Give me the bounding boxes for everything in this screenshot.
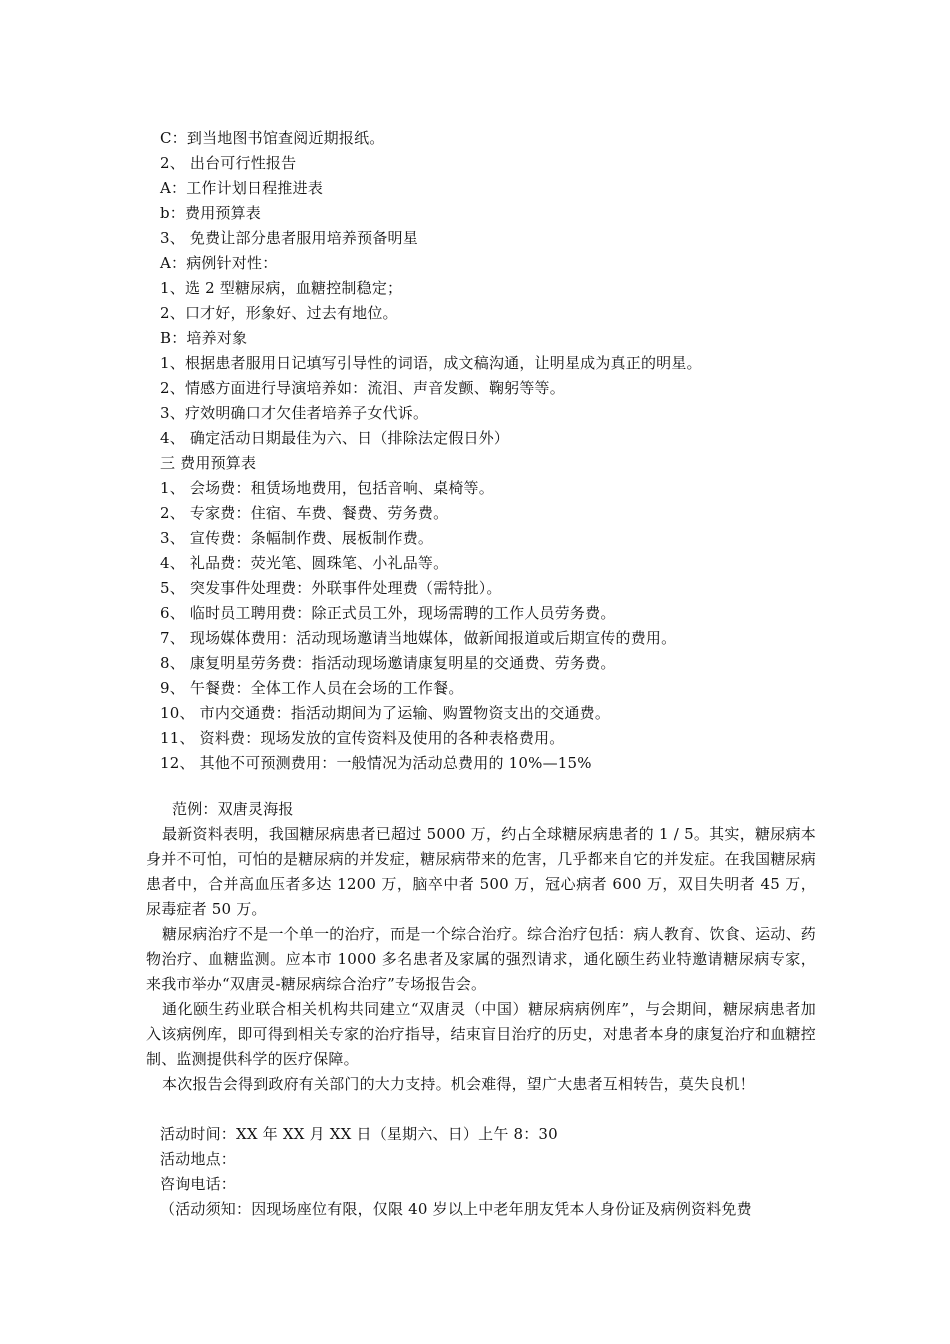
example-title: 范例：双唐灵海报 xyxy=(172,800,294,818)
outline-line: B：培养对象 xyxy=(160,329,248,347)
event-phone: 咨询电话： xyxy=(160,1175,237,1193)
budget-item: 6、 临时员工聘用费：除正式员工外，现场需聘的工作人员劳务费。 xyxy=(160,604,616,622)
outline-line: 2、 出台可行性报告 xyxy=(160,154,297,172)
outline-line: 2、口才好，形象好、过去有地位。 xyxy=(160,304,398,322)
body-paragraph: 通化颐生药业联合相关机构共同建立“双唐灵（中国）糖尿病病例库”，与会期间，糖尿病患者加入该病例库，即可得到相关专家的治疗指导，结束盲目治疗的历史，对患者本身的康复治疗和血糖控制、监测提供科学的医疗保障。 xyxy=(146,1000,816,1068)
body-paragraph: 最新资料表明，我国糖尿病患者已超过 5000 万，约占全球糖尿病患者的 1 / 5。其实，糖尿病本身并不可怕，可怕的是糖尿病的并发症，糖尿病带来的危害，几乎都来自它的并发症。在我国糖尿病患者中，合并高血压者多达 1200 万，脑卒中者 500 万，冠心病者 600 万，双目失明者 45 万，尿毒症者 50 万。 xyxy=(146,825,816,918)
outline-line: 1、根据患者服用日记填写引导性的词语，成文稿沟通，让明星成为真正的明星。 xyxy=(160,354,702,372)
outline-line: C：到当地图书馆查阅近期报纸。 xyxy=(160,129,385,147)
budget-item: 5、 突发事件处理费：外联事件处理费（需特批）。 xyxy=(160,579,502,597)
outline-line: 1、选 2 型糖尿病，血糖控制稳定； xyxy=(160,279,403,297)
outline-line: b：费用预算表 xyxy=(160,204,262,222)
budget-item: 3、 宣传费：条幅制作费、展板制作费。 xyxy=(160,529,434,547)
budget-item: 12、 其他不可预测费用：一般情况为活动总费用的 10%—15% xyxy=(160,754,592,772)
outline-line: 4、 确定活动日期最佳为六、日（排除法定假日外） xyxy=(160,429,510,447)
budget-item: 9、 午餐费：全体工作人员在会场的工作餐。 xyxy=(160,679,464,697)
outline-line: 3、 免费让部分患者服用培养预备明星 xyxy=(160,229,418,247)
event-time: 活动时间：XX 年 XX 月 XX 日（星期六、日）上午 8：30 xyxy=(160,1125,558,1143)
budget-item: 4、 礼品费：荧光笔、圆珠笔、小礼品等。 xyxy=(160,554,449,572)
event-place: 活动地点： xyxy=(160,1150,237,1168)
budget-item: 1、 会场费：租赁场地费用，包括音响、桌椅等。 xyxy=(160,479,494,497)
section-heading: 三 费用预算表 xyxy=(160,454,257,472)
event-notice: （活动须知：因现场座位有限，仅限 40 岁以上中老年朋友凭本人身份证及病例资料免费 xyxy=(160,1200,752,1218)
outline-line: 3、疗效明确口才欠佳者培养子女代诉。 xyxy=(160,404,429,422)
body-paragraph: 糖尿病治疗不是一个单一的治疗，而是一个综合治疗。综合治疗包括：病人教育、饮食、运动、药物治疗、血糖监测。应本市 1000 多名患者及家属的强烈请求，通化颐生药业特邀请糖尿病专家，来我市举办“双唐灵-糖尿病综合治疗”专场报告会。 xyxy=(146,925,816,993)
outline-line: 2、情感方面进行导演培养如：流泪、声音发颤、鞠躬等等。 xyxy=(160,379,565,397)
body-paragraph: 本次报告会得到政府有关部门的大力支持。机会难得，望广大患者互相转告，莫失良机！ xyxy=(162,1075,755,1093)
outline-line: A：病例针对性： xyxy=(160,254,278,272)
budget-item: 10、 市内交通费：指活动期间为了运输、购置物资支出的交通费。 xyxy=(160,704,611,722)
budget-item: 8、 康复明星劳务费：指活动现场邀请康复明星的交通费、劳务费。 xyxy=(160,654,616,672)
budget-item: 11、 资料费：现场发放的宣传资料及使用的各种表格费用。 xyxy=(160,729,565,747)
budget-item: 2、 专家费：住宿、车费、餐费、劳务费。 xyxy=(160,504,449,522)
budget-item: 7、 现场媒体费用：活动现场邀请当地媒体，做新闻报道或后期宣传的费用。 xyxy=(160,629,677,647)
outline-line: A：工作计划日程推进表 xyxy=(160,179,324,197)
